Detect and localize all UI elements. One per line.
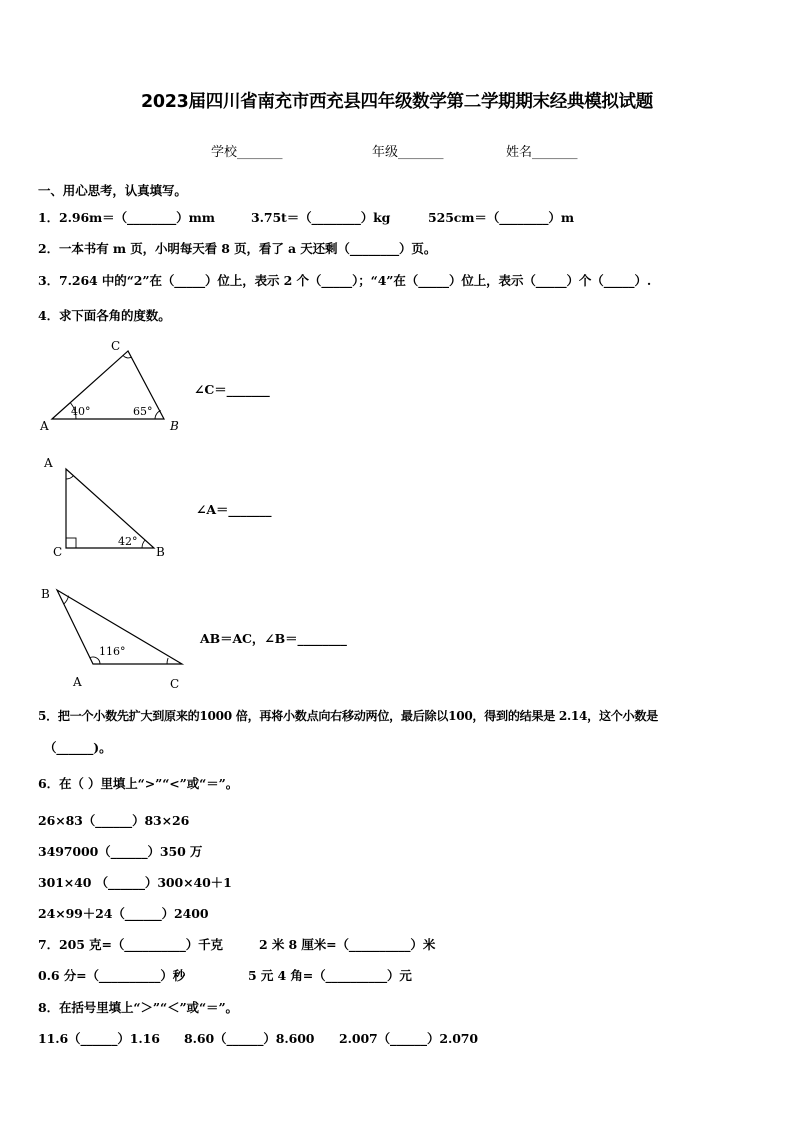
- right-angle-mark: [66, 538, 76, 548]
- question-3: 3．7.264 中的“2”在（_____）位上，表示 2 个（_____）；“4”在（_____）位上，表示（_____）个（_____）.: [38, 273, 652, 288]
- q8-part-c: 2.007（______）2.070: [339, 1031, 478, 1046]
- q6-item-3: 301×40 （______）300×40＋1: [38, 875, 232, 890]
- question-6: 6．在（ ）里填上“>”“<”或“＝”。: [38, 776, 239, 791]
- question-2: 2．一本书有 m 页，小明每天看 8 页，看了 a 天还剩（________）页。: [38, 241, 437, 256]
- section-heading: 一、用心思考，认真填写。: [38, 183, 187, 198]
- question-5-line-2: （______)。: [44, 740, 112, 755]
- angle-c-arc: [167, 658, 168, 664]
- angle-b-arc: [142, 540, 145, 548]
- vertex-b-label: B: [170, 419, 179, 433]
- q8-part-b: 8.60（______）8.600: [184, 1031, 315, 1046]
- angle-a-value: 116°: [99, 645, 126, 658]
- q7-part-d: 5 元 4 角=（__________）元: [248, 968, 412, 983]
- q7-part-c: 0.6 分=（__________）秒: [38, 968, 186, 983]
- angle-a-answer: ∠A＝_______: [196, 502, 272, 517]
- angle-b-arc: [64, 596, 69, 604]
- angle-a-arc: [66, 476, 73, 479]
- question-5-line-1: 5．把一个小数先扩大到原来的1000 倍，再将小数点向右移动两位，最后除以100，得到的结果是 2.14，这个小数是: [38, 709, 658, 723]
- triangle-figure-3: [36, 582, 196, 692]
- vertex-b-label: B: [156, 545, 165, 559]
- q6-item-4: 24×99＋24（______）2400: [38, 906, 209, 921]
- vertex-a-label: A: [44, 456, 53, 470]
- grade-field: 年级_______: [372, 145, 444, 160]
- q6-item-2: 3497000（______）350 万: [38, 844, 203, 859]
- q7-part-b: 2 米 8 厘米=（__________）米: [259, 937, 436, 952]
- q1-part-b: 3.75t＝（________）kg: [251, 210, 391, 225]
- page-title: 2023届四川省南充市西充县四年级数学第二学期期末经典模拟试题: [141, 92, 653, 112]
- vertex-c-label: C: [111, 339, 121, 353]
- school-field: 学校_______: [211, 145, 283, 160]
- vertex-a-label: A: [40, 419, 49, 433]
- question-4: 4．求下面各角的度数。: [38, 308, 171, 323]
- vertex-c-label: C: [170, 677, 180, 691]
- angle-a-value: 40°: [71, 405, 91, 418]
- triangle-2-shape: [66, 469, 154, 548]
- q7-part-a: 7．205 克=（__________）千克: [38, 937, 223, 952]
- vertex-a-label: A: [73, 675, 82, 689]
- vertex-b-label: B: [41, 587, 50, 601]
- angle-b-answer: AB＝AC，∠B＝________: [200, 631, 347, 646]
- name-field: 姓名_______: [506, 145, 578, 160]
- angle-c-answer: ∠C＝_______: [194, 382, 270, 397]
- triangle-figure-2: [36, 452, 176, 562]
- triangle-figure-1: [36, 334, 186, 436]
- q6-item-1: 26×83（______）83×26: [38, 813, 190, 828]
- angle-b-value: 65°: [133, 405, 153, 418]
- vertex-c-label: C: [53, 545, 63, 559]
- question-8: 8．在括号里填上“＞”“＜”或“＝”。: [38, 1000, 238, 1015]
- q8-part-a: 11.6（______）1.16: [38, 1031, 160, 1046]
- q1-part-a: 1．2.96m＝（________）mm: [38, 210, 215, 225]
- q1-part-c: 525cm＝（________）m: [428, 210, 574, 225]
- angle-b-value: 42°: [118, 535, 138, 548]
